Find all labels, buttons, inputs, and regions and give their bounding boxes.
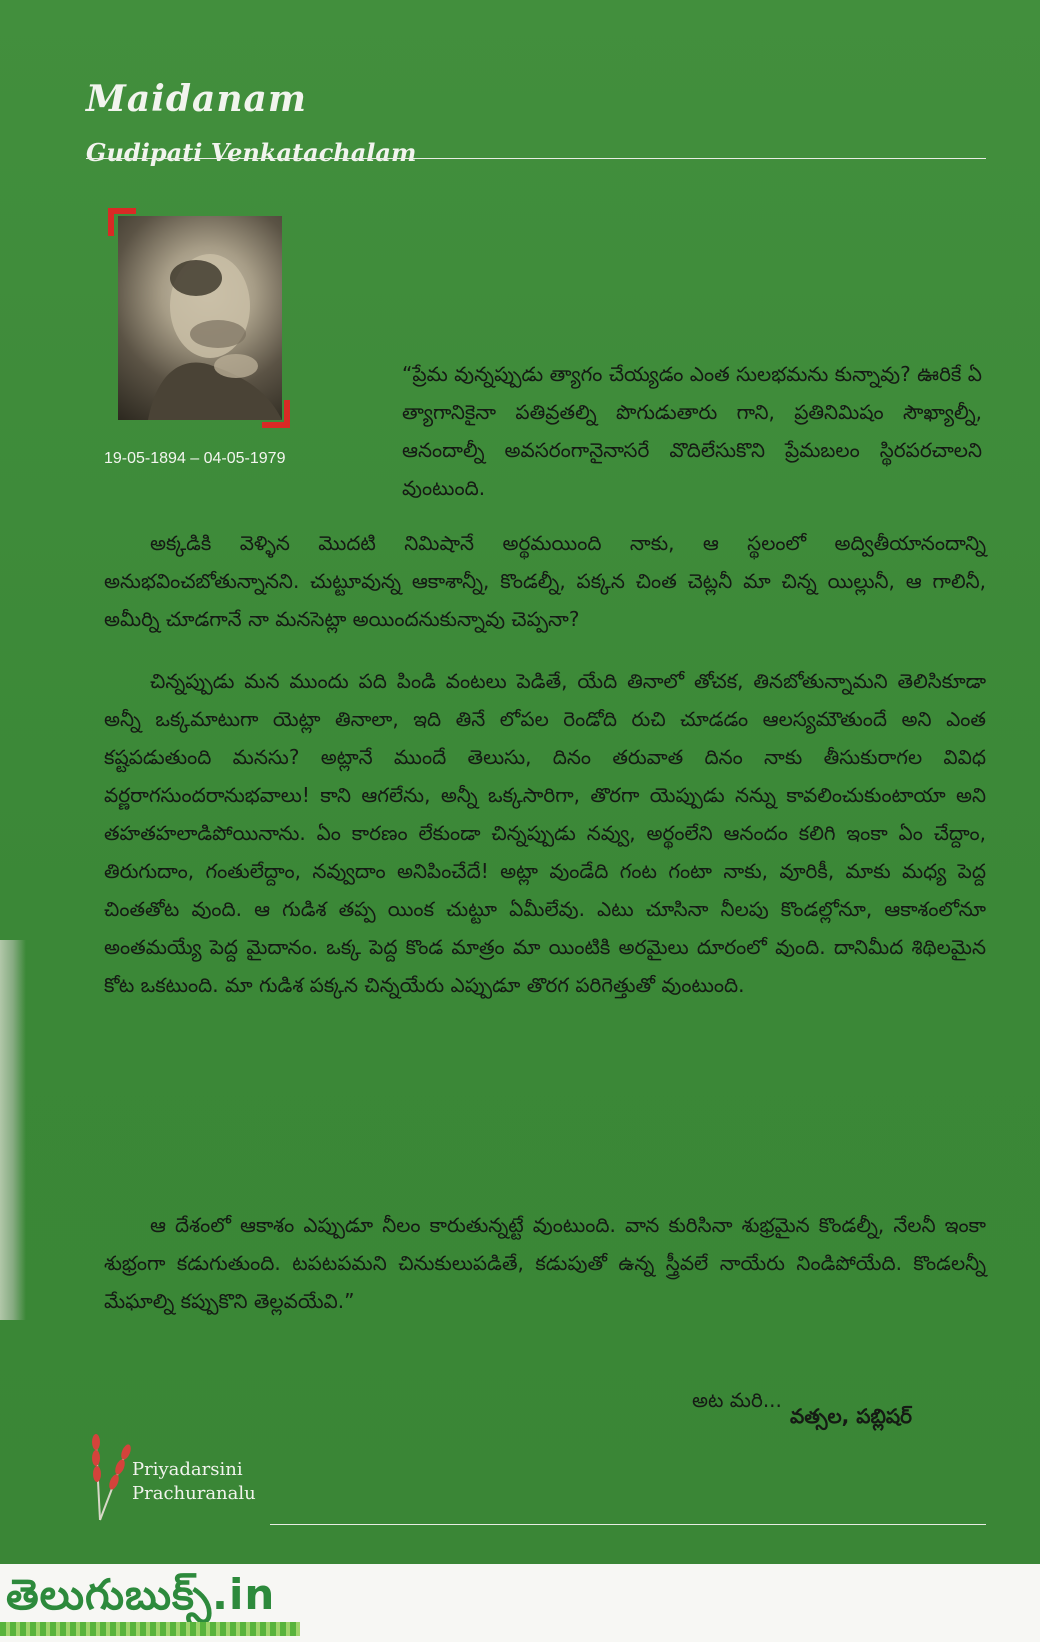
- publisher-line-1: Priyadarsini: [132, 1459, 243, 1480]
- watermark-strip: [0, 1564, 1040, 1642]
- paragraph-2: చిన్నప్పుడు మన ముందు పది పిండి వంటలు పెడితే, యేది తినాలో తోచక, తినబోతున్నామని తెలిసికూడా అన్నీ ఒక్కమాటుగా యెట్లా తినాలా, ఇది తినే లోపల రెండోది రుచి చూడడం ఆలస్యమౌతుందే అని ఎంత కష్టపడుతుంది మనసు? అట్లానే ముందే తెలుసు, దినం తరువాత దినం నాకు తీసుకురాగల వివిధ వర్ణరాగసుందరానుభవాలు! కాని ఆగలేను, అన్నీ ఒక్కసారిగా, తొరగా యెప్పుడు నన్ను కావలించుకుంటాయా అని తహతహలాడిపోయినాను. ఏం కారణం లేకుండా చిన్నప్పుడు నవ్వు, అర్థంలేని ఆనందం కలిగి ఇంకా ఏం చేద్దాం, తిరుగుదాం, గంతులేద్దాం, నవ్వుదాం అనిపించేదే! అట్లా వుండేది గంట గంటా నాకు, వూరికీ, మాకు మధ్య పెద్ద చింతతోట వుంది. ఆ గుడిశ తప్ప యింక చుట్టూ ఏమీలేవు. ఎటు చూసినా నీలపు కొండల్లోనూ, ఆకాశంలోనూ అంతమయ్యే పెద్ద మైదానం. ఒక్క పెద్ద కొండ మాత్రం మా యింటికి అరమైలు దూరంలో వుంది. దానిమీద శిథిలమైన కోట ఒకటుంది. మా గుడిశ పక్కన చిన్నయేరు ఎప్పుడూ తొరగ పరిగెత్తుతో వుంటుంది.: [104, 669, 986, 997]
- frame-corner-bottom-right: [262, 400, 290, 428]
- title-divider: [86, 158, 986, 159]
- author-photo-frame: [108, 208, 290, 428]
- author-portrait: [118, 216, 282, 420]
- opening-quote: “ప్రేమ వున్నప్పుడు త్యాగం చేయ్యడం ఎంత సులభమను కున్నావు? ఊరికే ఏ త్యాగానికైనా పతివ్రతల్ని పొగుడుతారు గాని, ప్రతినిమిషం సౌఖ్యాల్నీ, ఆనందాల్నీ అవసరంగానైనాసరే వొదిలేసుకొని ప్రేమబలం స్థిరపరచాలని వుంటుంది.: [402, 362, 982, 500]
- paragraph-3: ఆ దేశంలో ఆకాశం ఎప్పుడూ నీలం కారుతున్నట్టే వుంటుంది. వాన కురిసినా శుభ్రమైన కొండల్నీ, నేలనీ ఇంకా శుభ్రంగా కడుగుతుంది. టపటపమని చినుకులుపడితే, కడుపుతో ఉన్న స్త్రీవలే నాయేరు నిండిపోయేది. కొండలన్నీ మేఘాల్ని కప్పుకొని తెల్లవయేవి.”: [104, 1213, 986, 1313]
- worn-spine-edge: [0, 940, 26, 1320]
- author-name: Gudipati Venkatachalam: [86, 138, 417, 167]
- publisher-line-2: Prachuranalu: [132, 1483, 256, 1504]
- book-title: Maidanam: [86, 78, 307, 120]
- author-life-dates: 19-05-1894 – 04-05-1979: [104, 450, 286, 467]
- bottom-divider: [270, 1524, 986, 1525]
- paragraph-1: అక్కడికి వెళ్ళిన మొదటి నిమిషానే అర్థమయింది నాకు, ఆ స్థలంలో అద్వితీయానందాన్ని అనుభవించబోతున్నానని. చుట్టూవున్న ఆకాశాన్నీ, కొండల్నీ, పక్కన చింత చెట్లనీ మా చిన్న యిల్లునీ, ఆ గాలినీ, అమీర్ని చూడగానే నా మనసెట్లా అయిందనుకున్నావు చెప్పనా?: [104, 531, 986, 631]
- closing-line: అట మరి...: [692, 1388, 782, 1412]
- publisher-signature: వత్సల, పబ్లిషర్: [790, 1404, 912, 1428]
- site-watermark[interactable]: తెలుగుబుక్స్.in: [6, 1570, 276, 1619]
- grass-decoration: [0, 1622, 300, 1636]
- portrait-illustration: [118, 216, 282, 420]
- publisher-name: [132, 1458, 256, 1506]
